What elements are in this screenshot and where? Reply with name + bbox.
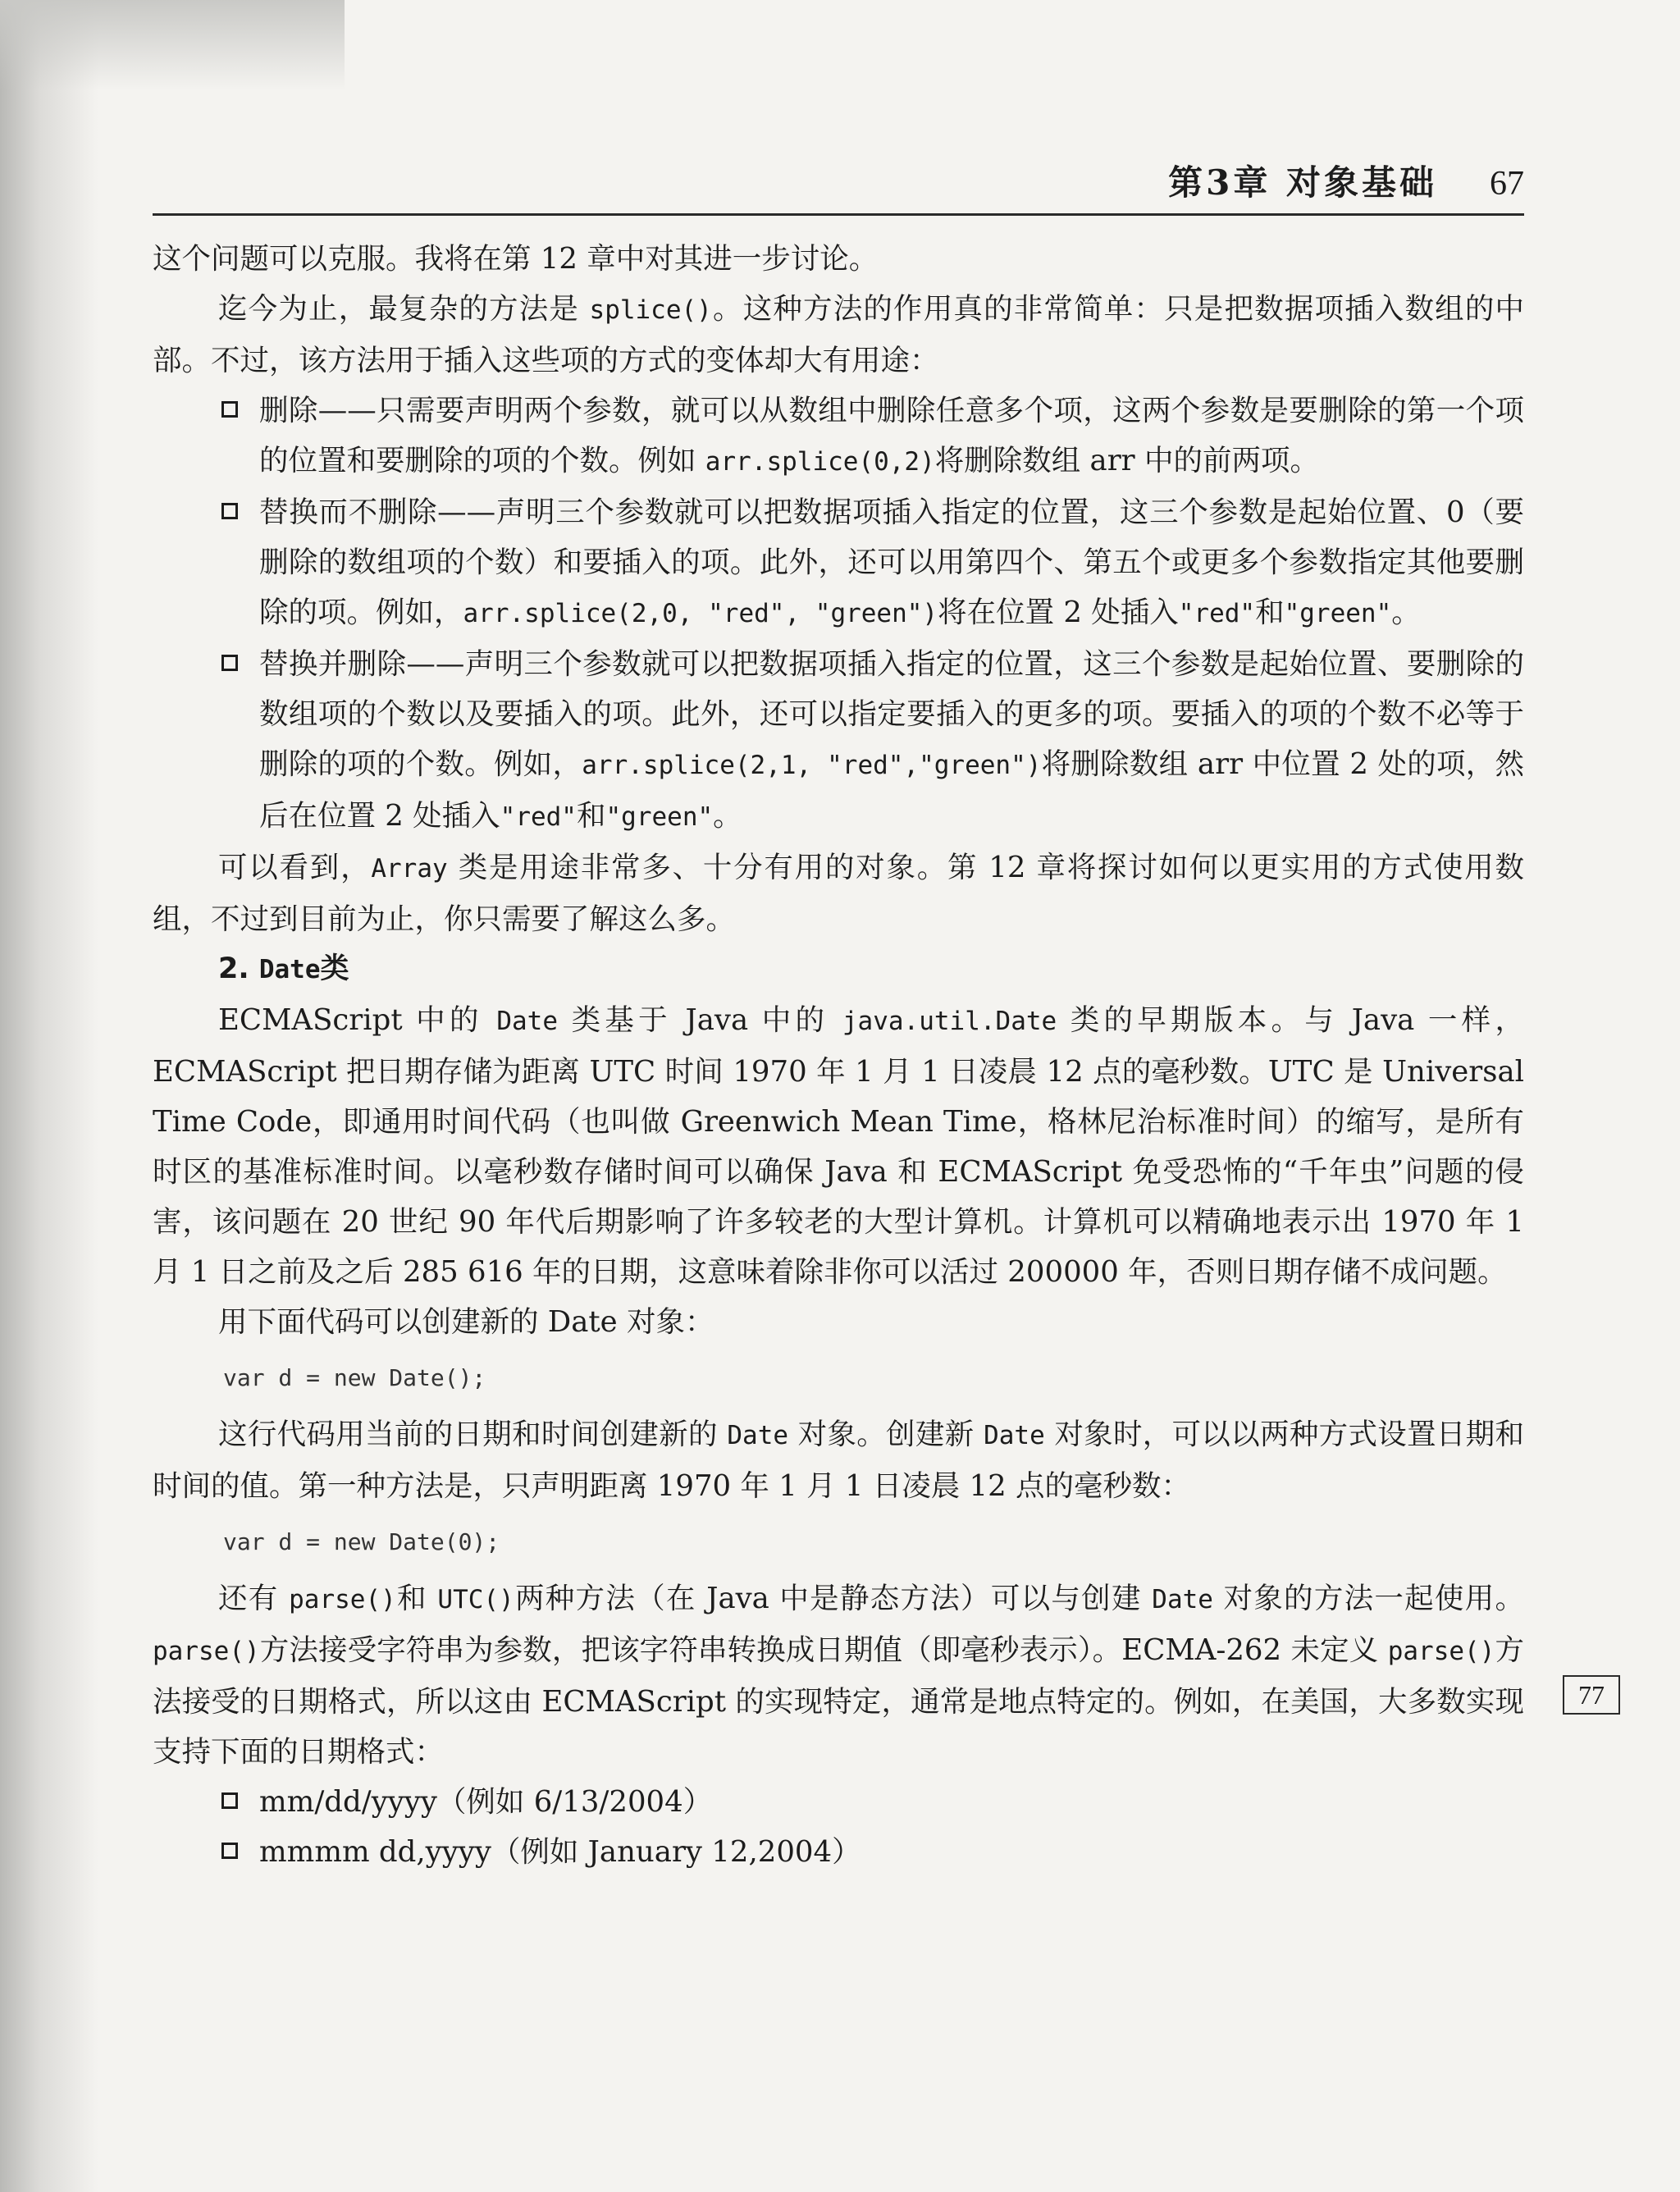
inline-code: parse() — [153, 1637, 260, 1666]
text-run: 类的早期版本。与 Java 一样，ECMAScript 把日期存储为距离 UTC 时间 1970 年 1 月 1 日凌晨 12 点的毫秒数。UTC 是 Universal Time Code，即通用时间代码（也叫做 Greenwich Mean Time，格林尼治标准时间）的缩写，是所有时区的基准标准时间。以毫秒数存储时间可以确保 Java 和 ECMAScript 免受恐怖的“千年虫”问题的侵害，该问题在 20 世纪 90 年代后期影响了许多较老的大型计算机。计算机可以精确地表示出 1970 年 1 月 1 日之前及之后 285 616 年的日期，这意味着除非你可以活过 200000 年，否则日期存储不成问题。 — [153, 1003, 1524, 1289]
checkbox-bullet-icon — [221, 503, 238, 519]
page-number: 67 — [1490, 165, 1524, 203]
running-header — [153, 156, 1524, 216]
list-item — [153, 487, 1524, 639]
section-tail: 类 — [320, 952, 349, 985]
book-page — [153, 156, 1524, 1877]
text-run: mm/dd/yyyy（例如 6/13/2004） — [259, 1785, 713, 1819]
text-run: 和 — [576, 799, 606, 833]
chapter-title: 第3章 对象基础 — [1168, 162, 1437, 203]
paragraph-2 — [153, 284, 1524, 386]
checkbox-bullet-icon — [221, 1843, 238, 1859]
text-run: 类基于 Java 中的 — [557, 1003, 842, 1037]
inline-code: Date — [984, 1421, 1045, 1450]
inline-code: parse() — [289, 1585, 396, 1614]
inline-code: parse() — [1387, 1637, 1495, 1666]
text-run: 删除——只需要声明两个参数，就可以从数组中删除任意多个项，这两个参数是要删除的第一个项的位置和要删除的项的个数。例如 — [259, 394, 1524, 477]
inline-code: splice() — [589, 295, 712, 325]
text-run: 方法接受的日期格式，所以这由 ECMAScript 的实现特定，通常是地点特定的。例如，在美国，大多数实现支持下面的日期格式： — [153, 1633, 1524, 1769]
text-run: 。这种方法的作用真的非常简单：只是把数据项插入数组的中部。不过，该方法用于插入这些项的方式的变体却大有用途： — [153, 292, 1524, 377]
list-item — [153, 639, 1524, 843]
section-heading — [153, 944, 1524, 995]
code-block-2: var d = new Date(0); — [223, 1528, 500, 1555]
inline-code: arr.splice(0,2) — [705, 447, 935, 477]
text-run: 将删除数组 arr 中的前两项。 — [934, 444, 1319, 477]
scan-shadow-corner — [0, 0, 345, 90]
text-run: 对象的方法一起使用。 — [1212, 1582, 1524, 1615]
inline-code: Date — [496, 1007, 558, 1036]
text-run: 替换而不删除——声明三个参数就可以把数据项插入指定的位置，这三个参数是起始位置、0（要删除的数组项的个数）和要插入的项。此外，还可以用第四个、第五个或更多个参数指定其他要删除的项。例如， — [259, 495, 1524, 629]
text-run: 对象。创建新 — [788, 1418, 984, 1451]
text-run: 。 — [713, 799, 742, 833]
text-run: 。 — [1391, 596, 1421, 629]
list-item — [153, 386, 1524, 487]
text-run: 这行代码用当前的日期和时间创建新的 — [218, 1418, 728, 1451]
list-item — [153, 1777, 1524, 1827]
inline-code: "green" — [605, 802, 714, 832]
text-run: 替换并删除——声明三个参数就可以把数据项插入指定的位置，这三个参数是起始位置、要删除的数组项的个数以及要插入的项。此外，还可以指定要插入的更多的项。要插入的项的个数不必等于删除的项的个数。例如， — [259, 647, 1524, 781]
checkbox-bullet-icon — [221, 655, 238, 671]
text-run: 对象时，可以以两种方式设置日期和时间的值。第一种方法是，只声明距离 1970 年 1 月 1 日凌晨 12 点的毫秒数： — [153, 1418, 1524, 1503]
text-run: 将在位置 2 处插入 — [938, 596, 1179, 629]
text-run: 类是用途非常多、十分有用的对象。第 12 章将探讨如何以更实用的方式使用数组，不过到目前为止，你只需要了解这么多。 — [153, 851, 1524, 936]
paragraph-1: 这个问题可以克服。我将在第 12 章中对其进一步讨论。 — [153, 242, 879, 276]
inline-code: Date — [1152, 1585, 1213, 1614]
inline-code: "red" — [500, 802, 577, 832]
paragraph-4 — [153, 995, 1524, 1297]
scan-shadow-edge — [0, 0, 98, 2192]
inline-code: Date — [727, 1421, 789, 1450]
inline-code: arr.splice(2,1, "red","green") — [582, 751, 1042, 780]
text-run: 将删除数组 arr 中位置 2 处的项，然后在位置 2 处插入 — [259, 747, 1524, 833]
list-item — [153, 1827, 1524, 1877]
checkbox-bullet-icon — [221, 401, 238, 418]
code-block-1: var d = new Date(); — [223, 1364, 486, 1391]
inline-code: UTC() — [437, 1585, 514, 1614]
section-number: 2. — [218, 952, 259, 985]
page-body — [153, 234, 1524, 1877]
text-run: 两种方法（在 Java 中是静态方法）可以与创建 — [514, 1582, 1153, 1615]
checkbox-bullet-icon — [221, 1792, 238, 1809]
splice-variants-list — [153, 386, 1524, 843]
inline-code: java.util.Date — [842, 1007, 1057, 1036]
section-code: Date — [258, 955, 321, 984]
paragraph-6 — [153, 1409, 1524, 1511]
text-run: ECMAScript 中的 — [218, 1003, 497, 1037]
inline-code: "green" — [1284, 599, 1392, 628]
text-run: 迄今为止，最复杂的方法是 — [218, 292, 590, 326]
paragraph-5: 用下面代码可以创建新的 Date 对象： — [218, 1305, 714, 1339]
inline-code: arr.splice(2,0, "red", "green") — [463, 599, 938, 628]
text-run: 还有 — [218, 1582, 290, 1615]
inline-code: "red" — [1178, 599, 1256, 628]
text-run: mmmm dd,yyyy（例如 January 12,2004） — [259, 1835, 861, 1869]
inline-code: Array — [371, 854, 448, 884]
original-page-ref: 77 — [1563, 1675, 1620, 1715]
date-formats-list — [153, 1777, 1524, 1877]
text-run: 可以看到， — [218, 851, 372, 884]
text-run: 和 — [1255, 596, 1285, 629]
text-run: 和 — [395, 1582, 438, 1615]
paragraph-3 — [153, 843, 1524, 944]
paragraph-7 — [153, 1573, 1524, 1777]
text-run: 方法接受字符串为参数，把该字符串转换成日期值（即毫秒表示）。ECMA-262 未定义 — [259, 1633, 1388, 1667]
